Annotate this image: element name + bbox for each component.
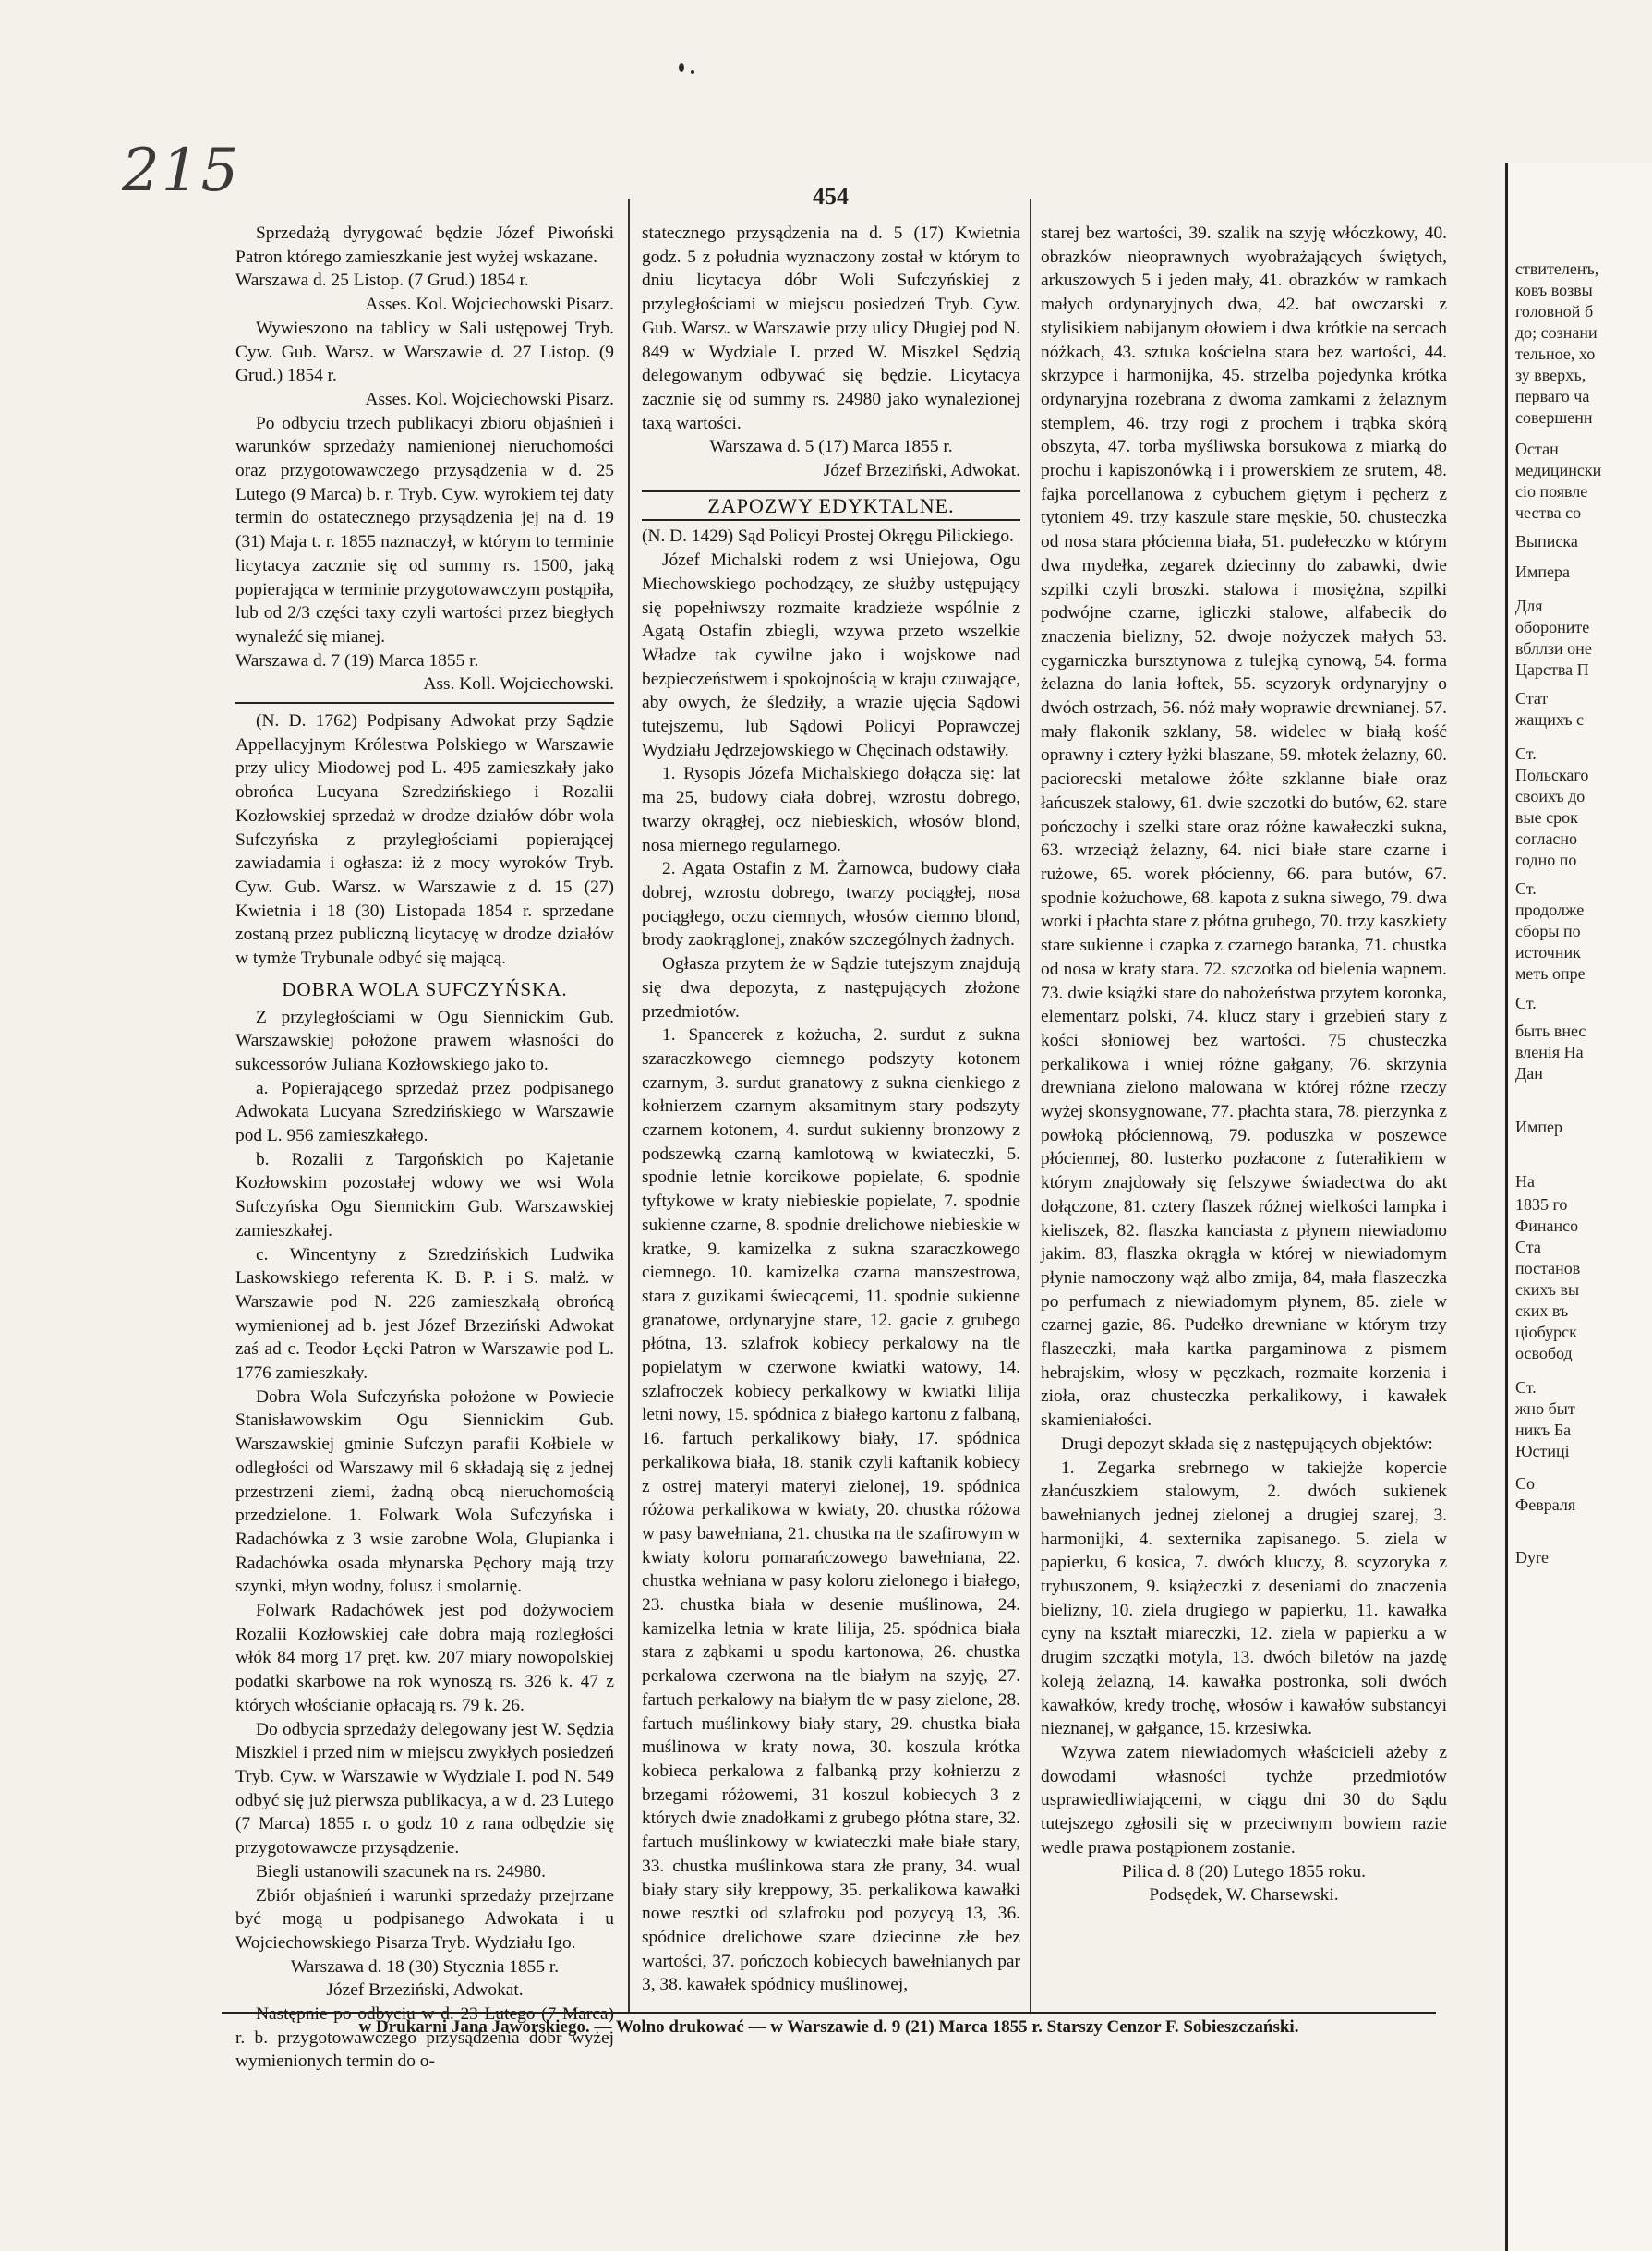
print-speck bbox=[691, 70, 694, 74]
paragraph: Ogłasza przytem że w Sądzie tutejszym znajdują się dwa depozyta, z następujących złożone przedmiotów. bbox=[642, 954, 1020, 1022]
adjacent-page-line: Выписка bbox=[1515, 532, 1578, 551]
adjacent-page-line: сборы по bbox=[1515, 922, 1581, 940]
signature-line: Podsędek, W. Charsewski. bbox=[1149, 1885, 1339, 1906]
adjacent-page-line: Со bbox=[1515, 1474, 1536, 1493]
adjacent-page-line: На bbox=[1515, 1172, 1535, 1191]
adjacent-page-line: Юстиці bbox=[1515, 1442, 1570, 1460]
handwritten-page-note: 215 bbox=[122, 137, 241, 205]
adjacent-page-line: вые срок bbox=[1515, 808, 1578, 827]
adjacent-page-line: вбллзи оне bbox=[1515, 639, 1592, 658]
section-heading: ZAPOZWY EDYKTALNE. bbox=[642, 490, 1020, 522]
paragraph: Drugi depozyt składa się z następujących objektów: bbox=[1061, 1434, 1433, 1454]
adjacent-page-line: быть внес bbox=[1515, 1022, 1586, 1040]
adjacent-page-line: вленія На bbox=[1515, 1043, 1584, 1061]
adjacent-page-line: медицински bbox=[1515, 461, 1602, 479]
adjacent-page-line: тельное, хо bbox=[1515, 345, 1596, 363]
signature-line: Ass. Koll. Wojciechowski. bbox=[423, 674, 614, 695]
adjacent-page-line: ціобурск bbox=[1515, 1323, 1577, 1341]
paragraph: Warszawa d. 7 (19) Marca 1855 r. bbox=[235, 650, 479, 671]
adjacent-page-line: до; сознани bbox=[1515, 323, 1598, 342]
adjacent-page-line: освобод bbox=[1515, 1344, 1573, 1362]
adjacent-page-line: скихъ вы bbox=[1515, 1280, 1580, 1299]
adjacent-page-line: Стат bbox=[1515, 689, 1549, 708]
signature-line: Warszawa d. 18 (30) Stycznia 1855 r. bbox=[290, 1956, 560, 1977]
adjacent-page-line: обороните bbox=[1515, 618, 1590, 636]
adjacent-page-line: Ст. bbox=[1515, 744, 1537, 763]
adjacent-page-line: Остан bbox=[1515, 440, 1559, 458]
adjacent-page-line: чества со bbox=[1515, 503, 1582, 522]
paragraph: Wywieszono na tablicy w Sali ustępowej Tryb. Cyw. Gub. Warsz. w Warszawie d. 27 Listop. (9 Grud.) 1854 r. bbox=[235, 318, 614, 386]
estate-heading: DOBRA WOLA SUFCZYŃSKA. bbox=[282, 977, 568, 1000]
adjacent-page-line: сіо появле bbox=[1515, 482, 1588, 501]
adjacent-page-line: Ст. bbox=[1515, 1378, 1537, 1397]
paragraph: Wzywa zatem niewiadomych właścicieli ażeby z dowodami własności tychże przedmiotów usprawiedliwiającemi, w ciągu dni 30 do Sądu tutejszego zgłosili się w przeciwnym bowiem razie wedle prawa postąpionem zostanie. bbox=[1041, 1743, 1447, 1858]
adjacent-page-line: годно по bbox=[1515, 851, 1577, 869]
paragraph: 1. Spancerek z kożucha, 2. surdut z sukna szaraczkowego ciemnego podszyty kotonem czarnym, 3. surdut granatowy z sukna cienkiego z kołnierzem czarnym aksamitnym stary podszyty czarnem kotonem, 4. surdut sukienny bronzowy z podszewką czarną kamlotową w kwiateczki, 5. spodnie letnie korcikowe popielate, 6. spodnie tyftykowe w kraty niebieskie popielate, 7. spodnie sukienne czarne, 8. spodnie drelichowe niebieskie w kratke, 9. kamizelka z sukna szaraczkowego ciemnego. 10. kamizelka czarna manszestrowa, stara z guzikami świecącemi, 11. spodnie sukienne granatowe, ordynaryjne stare, 12. gacie z grubego płótna, 13. szlafrok kobiecy perkalowy na tle popielatym w czerwone kwiatki watowy, 14. szlafroczek kobiecy perkalkowy w kwiatki lilija letni nowy, 15. spódnica z białego kartonu z falbaną, 16. fartuch perkalikowy biały, 17. spódnica perkalikowa biała, 18. stanik czyli kaftanik kobiecy z ostrej materyi materyi zielonej, 19. spódnica różowa perkalikowa w kwiaty, 20. chustka różowa w pasy bawełniana, 21. chustka na tle szafirowym w kwiaty koloru pomarańczowego bawełniana, 22. chustka wełniana w pasy koloru zielonego i białego, 23. chustka biała w desenie muślinowa, 24. kamizelka letnia w krate lilija, 25. spódnica biała stara z ząbkami u spodu kartonowa, 26. chustka perkalowa czerwona na tle białym na szyję, 27. fartuch perkalowy na białym tle w pasy zielone, 28. fartuch muślinkowy biały stary, 29. chustka biała muślinowa w kraty nowa, 30. koszula krótka kobieca perkalowa z falbanką przy kołnierzu z brzegami różowemi, 31 koszul kobiecych 3 z których dwie znadołkami z grubego płótna stare, 32. fartuch muślinkowy w kwiateczki małe białe stary, 33. chustka muślinkowa stara złe prany, 34. wual biały stary siły kreppowy, 35. perkalikowa kawałki nowe resztki od szlafroku pod pozycyą 13, 36. spódnice drelichowe szare dziecinne złe bez wartości, 37. pończoch kobiecych bawełnianych par 3, 38. kawałek spódnicy muślinowej, bbox=[642, 1025, 1020, 1995]
paragraph: Dobra Wola Sufczyńska położone w Powiecie Stanisławowskim Ogu Siennickim Gub. Warszawskiej gminie Sufczyn parafii Kołbiele w odległości od Warszawy mil 6 składają się z jednej przestrzeni ziemi, żadną obcą nieruchomością przedzielone. 1. Folwark Wola Sufczyńska i Radachówka z 3 wsie zarobne Wola, Glupianka i Radachówka osada młynarska Pęchory mają trzy szynki, młyn wodny, folusz i smolarnię. bbox=[235, 1386, 614, 1597]
adjacent-page-line: головной б bbox=[1515, 302, 1594, 321]
paragraph: Józef Michalski rodem z wsi Uniejowa, Ogu Miechowskiego pochodzący, ze służby ustępujący się popełniwszy rozmaite kradzieże wspólnie z Agatą Ostafin zbiegli, wzywa przeto wszelkie Władze tak cywilne jako i wojskowe nad bezpieczeństwem i spokojnością w kraju czuwające, aby owych, że śledziły, a wrazie ujęcia Sądowi tutejszemu, lub Sądowi Policyi Poprawczej Wydziału Jędrzejowskiego w Chęcinach odstawiły. bbox=[642, 551, 1020, 760]
adjacent-page-line: Февраля bbox=[1515, 1495, 1576, 1514]
adjacent-page-line: никъ Ба bbox=[1515, 1421, 1572, 1439]
signature-line: Asses. Kol. Wojciechowski Pisarz. bbox=[365, 295, 614, 315]
adjacent-page-line: Дан bbox=[1515, 1064, 1543, 1083]
column-divider bbox=[1030, 199, 1031, 2014]
column-divider bbox=[628, 199, 630, 2014]
printer-imprint-footer: w Drukarni Jana Jaworskiego. — Wolno drukować — w Warszawie d. 9 (21) Marca 1855 r. Starszy Cenzor F. Sobieszczański. bbox=[222, 2012, 1436, 2038]
adjacent-page-line: согласно bbox=[1515, 829, 1578, 848]
adjacent-page-line: жащихъ с bbox=[1515, 710, 1585, 729]
adjacent-page-line: Царства П bbox=[1515, 660, 1589, 679]
signature-line: Józef Brzeziński, Adwokat. bbox=[823, 461, 1020, 481]
paragraph: starej bez wartości, 39. szalik na szyję włóczkowy, 40. obrazków nieoprawnych wyobrażających świętych, arkuszowych 5 i jeden mały, 41. obrazków w ramkach małych ordynaryjnych dwa, 42. bat owczarski z stylisikiem nabijanym ołowiem i dwa krótkie na sercach nóżkach, 43. sztuka kościelna stara bez wartości, 44. skrzypce i harmonijka, 45. strzelba pojedynka krótka ordynaryjna rozebrana z dwoma zamkami z żelaznym stemplem, 46. trzy rogi z prochem i trąbka skórą obszyta, 47. torba myśliwska borsukowa z miarką do prochu i kapiszonówką i i prowerskiem ze srutem, 48. fajka porcellanowa z cybuchem giętym i pęcherz z tytoniem 49. trzy kaszule stare męskie, 50. chusteczka od nosa stara płócienna biała, 51. pudełeczko w którym dwa mydełka, zegarek dziecinny do zabawki, dwie szpilki czyli broszki. stalowa i mosiężna, szpilki podwójne czarne, igliczki stalowe, alfabecik do znaczenia bielizny, 52. dwoje nożyczek małych 53. cygarniczka bursztynowa z tulejką cynową, 54. forma żelazna do lania łoftek, 55. scyzoryk ordynaryjny o dwóch ostrzach, 56. nóż mały woprawie drewnianej. 57. mały flakonik szklany, 58. widelec w białą kość oprawny i cztery łyżki blaszane, 59. młotek żelazny, 60. paciorecski metalowe żółte szklanne białe oraz łańcuszek stalowy, 61. dwie szczotki do butów, 62. stare pończochy i szelki stare oraz różne kawałeczki sukna, 63. wrzeciąż żelazny, 64. nici białe stare czarne i rużowe, 65. worek płócienny, 66. para butów, 67. spodnie kożuchowe, 68. kapota z sukna siwego, 79. dwa worki i płachta stare z płótna grubego, 70. trzy kaszkiety stare sukienne i czapka z czarnego baranka, 71. chustka od nosa w kraty stara. 72. szczotka od bielenia wapnem. 73. dwie książki stare do nabożeństwa przytem koronka, elementarz polski, 74. klucz stary i grzebień stary z kości słoniowej bez wartości. 75 chusteczka perkalikowa i wniej różne gałgany, 76. skrzynia drewniana zielono malowana w której różne rzeczy wyżej skonsygnowane, 77. płachta stara, 78. pierzynka z powłoką płóciennową, 79. poduszka w poszewce płóciennej, 80. lusterko pozłacone z futerałikiem w którym znajdowały się felszywe świadectwa do akt dołączone, 81. cztery flaszek różnej wielkości lampka i kieliszek, 82. flaszka kanciasta z płynem niewiadomo jakim. 83, flaszka okrągła w której w niewiadomym płynie namoczony wąż albo zmija, 84, mała flaszeczka po perfumach z niewiadomym płynem, 85. ziele w czarnej gazie, 86. Pudełko drewniane w którym trzy flaszeczki, mała kartka pargaminowa z pismem hebrajskim, włosy w pęczkach, rozmaite korzenia i zioła, oraz chusteczka perkalikowy, i kawałek skamieniałości. bbox=[1041, 224, 1447, 1431]
signature-line: Pilica d. 8 (20) Lutego 1855 roku. bbox=[1122, 1861, 1366, 1882]
adjacent-page-line: Для bbox=[1515, 597, 1543, 615]
paragraph: (N. D. 1429) Sąd Policyi Prostej Okręgu Pilickiego. bbox=[642, 526, 1014, 547]
adjacent-page-line: ствителенъ, bbox=[1515, 260, 1599, 278]
paragraph: statecznego przysądzenia na d. 5 (17) Kwietnia godz. 5 z południa wyznaczony został w którym to dniu licytacya dóbr Woli Sufczyńskiej z przyległościami w miejscu posiedzeń Tryb. Cyw. Gub. Warsz. w Warszawie przy ulicy Długiej pod N. 849 w Wydziale I. przed W. Miszkel Sędzią delegowanym odbywać się będzie. Licytacya zacznie się od summy rs. 24980 jako wynalezionej taxą wartości. bbox=[642, 224, 1020, 433]
section-separator bbox=[235, 702, 614, 704]
adjacent-page-line: продолже bbox=[1515, 901, 1585, 919]
adjacent-page-line: Ст. bbox=[1515, 879, 1537, 898]
adjacent-page-line: меть опре bbox=[1515, 964, 1586, 983]
adjacent-page-line: своихъ до bbox=[1515, 787, 1586, 805]
adjacent-page-line: Финансо bbox=[1515, 1216, 1579, 1235]
adjacent-page-line: источник bbox=[1515, 943, 1581, 962]
paragraph: c. Wincentyny z Szredzińskich Ludwika Laskowskiego referenta K. B. P. i S. małż. w Warszawie pod N. 226 zamieszkałą obrońcą wymienionej ad b. jest Józef Brzeziński Adwokat zaś ad c. Teodor Łęcki Patron w Warszawie pod L. 1776 zamieszkały. bbox=[235, 1244, 614, 1384]
adjacent-page-line: перваго ча bbox=[1515, 387, 1590, 405]
adjacent-page-line: Dyre bbox=[1515, 1548, 1549, 1567]
adjacent-page-line: ковъ возвы bbox=[1515, 281, 1593, 299]
adjacent-page-line: Импера bbox=[1515, 563, 1571, 581]
paragraph: Sprzedażą dyrygować będzie Józef Piwoński Patron którego zamieszkanie jest wyżej wskazane. bbox=[235, 224, 614, 267]
paragraph: a. Popierającego sprzedaż przez podpisanego Adwokata Lucyana Szredzińskiego w Warszawie pod L. 956 zamieszkałego. bbox=[235, 1078, 614, 1146]
adjacent-page-line: постанов bbox=[1515, 1259, 1581, 1277]
page-number: 454 bbox=[813, 183, 849, 210]
paragraph: Z przyległościami w Ogu Siennickim Gub. Warszawskiej położone prawem własności do sukcessorów Juliana Kozłowskiego jako to. bbox=[235, 1007, 614, 1074]
adjacent-page-line: ских въ bbox=[1515, 1301, 1569, 1320]
adjacent-page-line: 1835 го bbox=[1515, 1195, 1568, 1214]
adjacent-page-line: зу вверхъ, bbox=[1515, 366, 1586, 384]
adjacent-page-line: Импер bbox=[1515, 1118, 1563, 1136]
paragraph: b. Rozalii z Targońskich po Kajetanie Kozłowskim pozostałej wdowy we wsi Wola Sufczyńska Ogu Siennickim Gub. Warszawskiej zamieszkałej. bbox=[235, 1149, 614, 1240]
adjacent-page-line: жно быт bbox=[1515, 1399, 1575, 1418]
signature-line: Józef Brzeziński, Adwokat. bbox=[326, 1980, 524, 2001]
paragraph: Warszawa d. 25 Listop. (7 Grud.) 1854 r. bbox=[235, 271, 529, 291]
paragraph: (N. D. 1762) Podpisany Adwokat przy Sądzie Appellacyjnym Królestwa Polskiego w Warszawie przy ulicy Miodowej pod L. 495 zamieszkały jako obrońca Lucyana Szredzińskiego i Rozalii Kozłowskiej sprzedaż w drodze działów dóbr wola Sufczyńska z przyległościami popierającej zawiadamia i ogłasza: iż z mocy wyroków Tryb. Cyw. Gub. Warsz. w Warszawie z d. 15 (27) Kwietnia i 18 (30) Listopada 1854 r. sprzedane zostaną przez publiczną licytacyę w drodze działów w tymże Trybunale odbyć się mającą. bbox=[235, 711, 614, 969]
paragraph: 2. Agata Ostafin z M. Żarnowca, budowy ciała dobrej, wzrostu dobrego, twarzy pociągłej, nosa pociągłego, oczu ciemnych, włosów ciemno blond, brody zaokrąglonej, znaków szczególnych żadnych. bbox=[642, 859, 1020, 950]
column-1 bbox=[235, 222, 614, 2074]
paragraph: 1. Zegarka srebrnego w takiejże kopercie złanćuszkiem stalowym, 2. dwóch sukienek bawełnianych jednej zielonej a drugiej szarej, 3. harmonijki, 4. sexternika zapisanego. 5. ziela w papierku, 6 kosica, 7. dwóch kluczy, 8. scyzoryka z trybuszonem, 9. książeczki z deseniami do znaczenia bielizny, 10. ziela drugiego w papierku, 11. kawałka cyny na kształt miareczki, 12. ziela w papierku a w drugim szczątki motyla, 13. dwóch biletów na jazdę koleją żelazną, 14. kawałka postronka, soli dwóch kawałków, kredy trochę, włosów i kawałów substancyi nieznanej, w gałgance, 15. krzesiwka. bbox=[1041, 1458, 1447, 1739]
paragraph: Zbiór objaśnień i warunki sprzedaży przejrzane być mogą u podpisanego Adwokata i u Wojciechowskiego Pisarza Tryb. Wydziału Igo. bbox=[235, 1885, 614, 1953]
paragraph: Następnie po odbyciu w d. 23 Lutego (7 Marca) r. b. przygotowawczego przysądzenia dóbr wyżej wymienionych termin do o- bbox=[235, 2004, 614, 2072]
paragraph: Folwark Radachówek jest pod dożywociem Rozalii Kozłowskiej całe dobra mają rozległości włók 84 morg 17 pręt. kw. 207 miary nowopolskiej podatki skarbowe na rok wynoszą rs. 326 k. 47 z których włościanie opłacają rs. 79 k. 26. bbox=[235, 1601, 614, 1715]
paragraph: 1. Rysopis Józefa Michalskiego dołącza się: lat ma 25, budowy ciała dobrej, wzrostu dobrego, twarzy okrągłej, ocz niebieskich, włosów blond, nosa miernego regularnego. bbox=[642, 764, 1020, 855]
paragraph: Po odbyciu trzech publikacyi zbioru objaśnień i warunków sprzedaży namienionej nieruchomości oraz przygotowawczego przysądzenia w d. 25 Lutego (9 Marca) b. r. Tryb. Cyw. wyrokiem tej daty termin do ostatecznego przysądzenia jej na d. 19 (31) Maja t. r. 1855 naznaczył, w którym to terminie licytacya zacznie się od summy rs. 1500, jaką popierająca w terminie przygotowawczym postąpiła, lub od 2/3 części taxy czyli wartości przez biegłych wynaleźć się mianej. bbox=[235, 413, 614, 647]
column-3 bbox=[1041, 222, 1447, 1907]
column-2 bbox=[642, 222, 1020, 1997]
adjacent-page-line: Ста bbox=[1515, 1238, 1541, 1256]
adjacent-page-fragment bbox=[1505, 163, 1652, 2251]
paragraph: Biegli ustanowili szacunek na rs. 24980. bbox=[256, 1861, 546, 1882]
print-speck bbox=[679, 63, 684, 72]
signature-line: Warszawa d. 5 (17) Marca 1855 r. bbox=[709, 437, 953, 457]
adjacent-page-line: совершенн bbox=[1515, 408, 1593, 427]
signature-line: Asses. Kol. Wojciechowski Pisarz. bbox=[365, 389, 614, 409]
adjacent-page-line: Ст. bbox=[1515, 994, 1537, 1012]
paragraph: Do odbycia sprzedaży delegowany jest W. Sędzia Miszkiel i przed nim w miejscu zwykłych posiedzeń Tryb. Cyw. w Warszawie w Wydziale I. pod N. 549 odbyć się już pierwsza publikacya, a w d. 23 Lutego (7 Marca) 1855 r. o godz 10 z rana odbędzie się przygotowawcze przysądzenie. bbox=[235, 1719, 614, 1858]
adjacent-page-line: Польскаго bbox=[1515, 766, 1589, 784]
